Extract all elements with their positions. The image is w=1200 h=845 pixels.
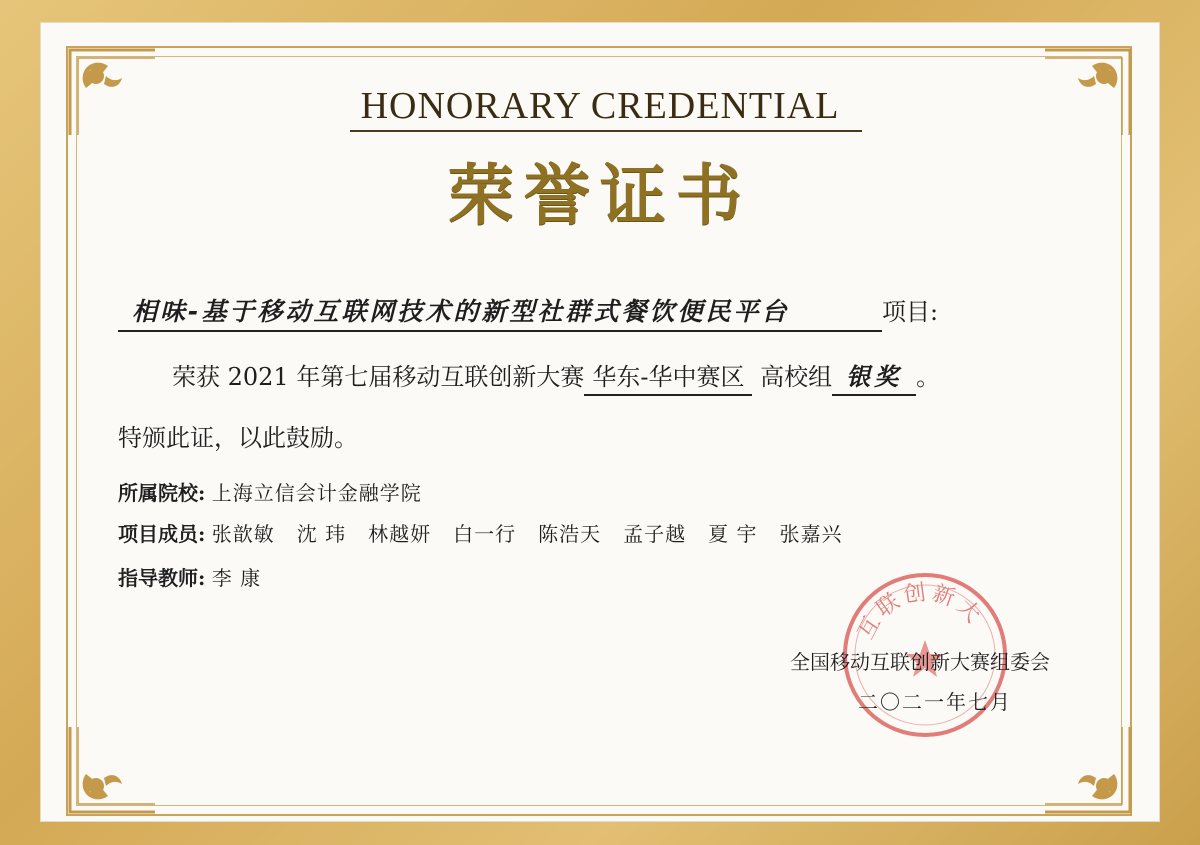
- member-name: 张歆敏: [211, 522, 275, 546]
- award-end: 。: [916, 363, 941, 391]
- title-chinese: 荣誉证书: [448, 156, 752, 234]
- school-row: [118, 477, 422, 506]
- certificate-paper: [40, 22, 1160, 822]
- advisor-row: [118, 562, 261, 591]
- member-name: 孟子越: [623, 522, 687, 546]
- advisor-value: 李 康: [211, 566, 262, 590]
- corner-ornament-icon: [60, 722, 160, 822]
- award-region: 华东-华中赛区: [584, 357, 752, 396]
- project-name: 相味-基于移动互联网技术的新型社群式餐饮便民平台: [118, 292, 882, 332]
- member-name: 林越妍: [368, 522, 432, 546]
- members-row: [118, 518, 864, 547]
- member-name: 张嘉兴: [779, 522, 843, 546]
- issue-date: 二〇二一年七月: [858, 690, 1012, 714]
- encouragement-text: 特颁此证，以此鼓励。: [118, 424, 358, 452]
- school-label: 所属院校:: [118, 481, 206, 505]
- award-prefix: 荣获 2021 年第七届移动互联创新大赛: [172, 363, 585, 391]
- corner-ornament-icon: [1040, 722, 1140, 822]
- award-group: 高校组: [760, 363, 833, 391]
- member-name: 沈 玮: [296, 522, 347, 546]
- title-english: HONORARY CREDENTIAL: [360, 85, 840, 127]
- seal-text: 互联创新大: [853, 579, 988, 644]
- school-value: 上海立信会计金融学院: [211, 481, 422, 505]
- member-name: 陈浩天: [538, 522, 602, 546]
- member-name: 夏 宇: [708, 522, 758, 546]
- organizer-name: 全国移动互联创新大赛组委会: [790, 650, 1050, 674]
- members-label: 项目成员:: [118, 522, 206, 546]
- title-divider: [350, 130, 862, 132]
- project-line: [118, 292, 938, 332]
- project-suffix: 项目:: [882, 298, 939, 326]
- award-level: 银奖: [832, 357, 916, 396]
- advisor-label: 指导教师:: [118, 566, 206, 590]
- award-line: [172, 357, 940, 396]
- member-name: 白一行: [453, 522, 517, 546]
